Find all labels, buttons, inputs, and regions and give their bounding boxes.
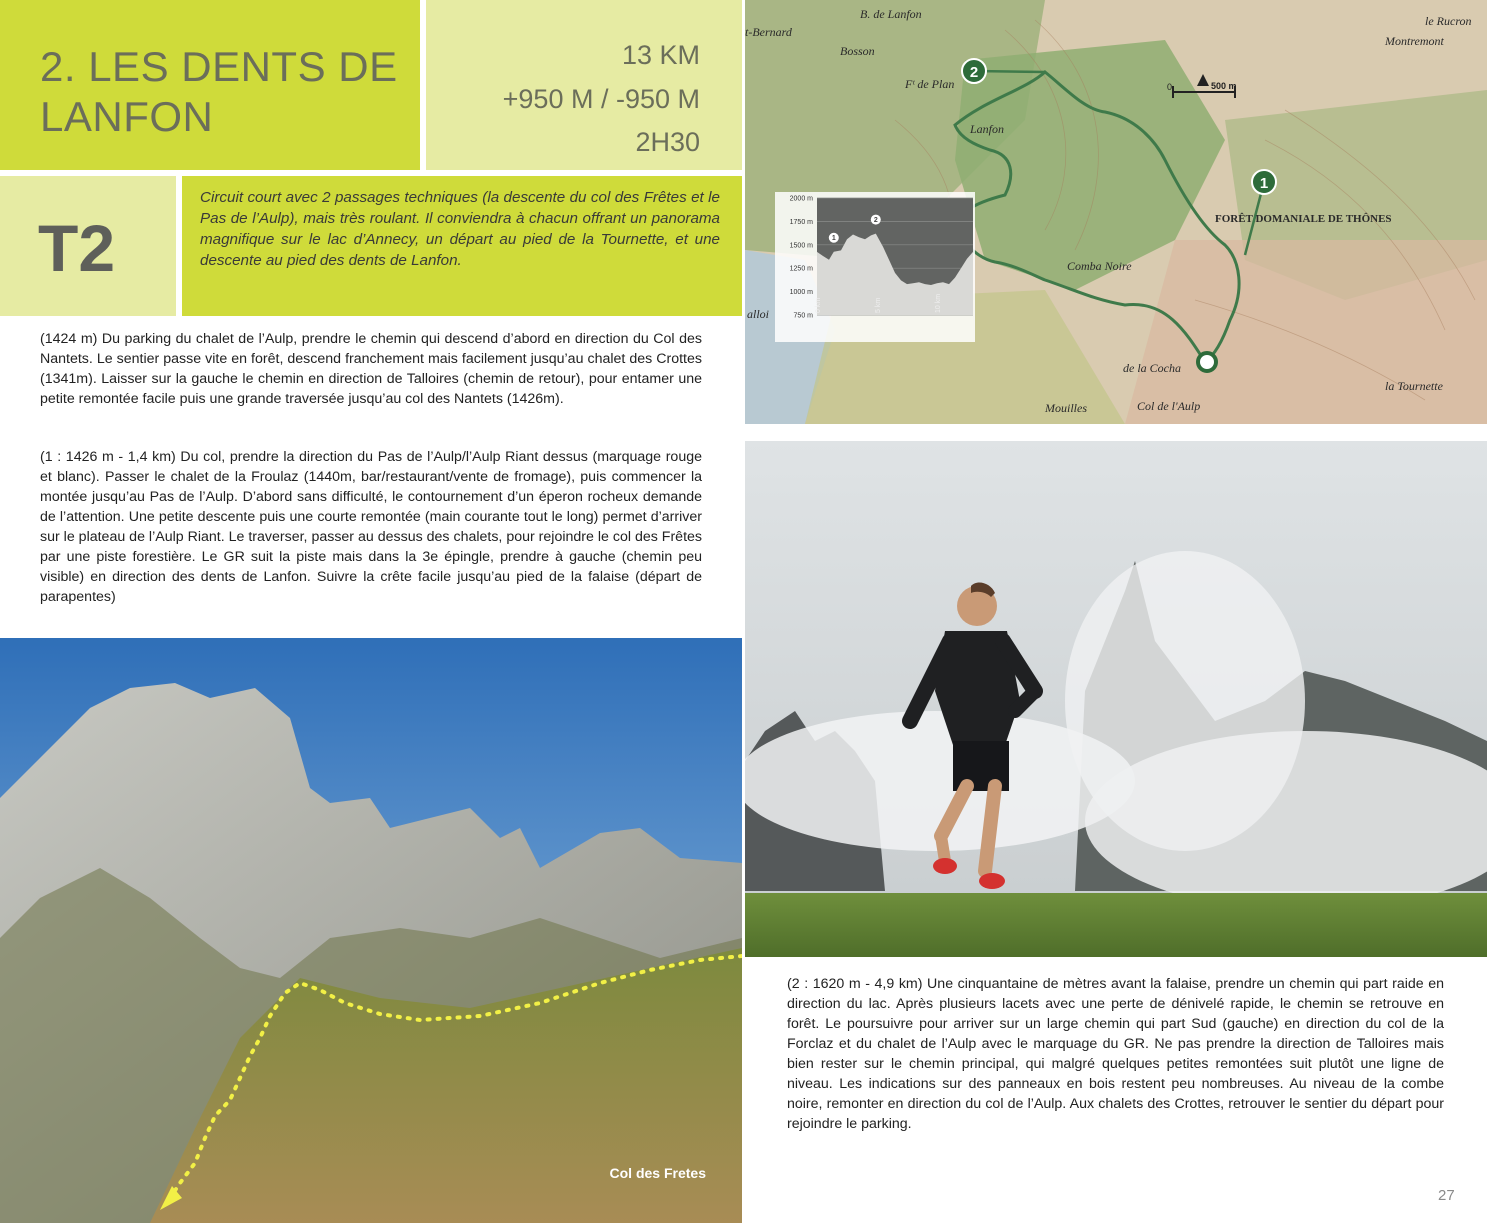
chart-xtick-label: 5 km [875,297,882,313]
route-duration: 2H30 [635,127,700,157]
chart-ytick-label: 1250 m [789,265,813,273]
chart-waypoint-label: 2 [873,217,878,225]
chart-ytick-label: 1000 m [789,289,813,297]
map-label: Bosson [840,44,875,58]
elevation-profile-chart [775,192,975,342]
topographic-map [745,0,1487,424]
map-label: le Rucron [1425,14,1472,28]
difficulty-grade-box [0,176,176,316]
mountain-photo-illustration [0,638,742,1223]
map-label: Lanfon [970,122,1005,136]
map-label: B. de Lanfon [860,7,922,21]
map-label: t-Bernard [745,25,792,39]
paragraph-waypoint-1: (1 : 1426 m - 1,4 km) Du col, prendre la direction du Pas de l’Aulp/l’Aulp Riant dessus (marquage rouge et blanc). Passer le chalet de la Froulaz (1440m, bar/restaurant/vente de fromage), puis commencer la montée jusqu’au Pas de l’Aulp. D’abord sans difficulté, le contournement d’un éperon rocheux demande de l’attention. Une petite descente puis une courte remontée (main courante tout le long) permet d’arriver sur le plateau de l’Aulp Riant. Le traverser, passer au dessus des chalets, pour rejoindre le col des Frêtes par une piste forestière. Le GR suit la piste mais dans la 3e épingle, prendre à gauche (chemin peu visible) en direction des dents de Lanfon. Suivre la crête facile jusqu’au pied de la falaise (départ de parapentes) [40,449,702,605]
map-label: Comba Noire [1067,259,1132,273]
chart-ytick-label: 2000 m [789,195,813,203]
map-label: la Tournette [1385,379,1443,393]
chart-xtick-label: 10 km [935,293,942,313]
route-name-line1: LES DENTS DE [88,43,398,90]
start-finish-marker [1198,353,1216,371]
waypoint-1-label: 1 [1259,175,1269,192]
route-title [40,42,398,142]
map-label: alloi [747,307,770,321]
paragraph-start: (1424 m) Du parking du chalet de l’Aulp, prendre le chemin qui descend d’abord en direction du Col des Nantets. Le sentier passe vite en forêt, descend franchement mais facilement jusqu’au chalet des Crottes (1341m). Laisser sur la gauche le chemin en direction de Talloires (chemin de retour), pour entamer une petite remontée facile puis une grande traversée jusqu’au col des Nantets (1426m). [40,331,702,407]
map-label: Montremont [1385,34,1444,48]
map-label: de la Cocha [1123,361,1181,375]
route-number: 2. [40,43,77,90]
map-label: FORÊT DOMANIALE DE THÔNES [1215,213,1392,225]
route-elevation: +950 M / -950 M [502,84,700,114]
difficulty-grade: T2 [38,211,116,285]
waypoint-2-label: 2 [969,64,979,81]
paragraph-waypoint-2: (2 : 1620 m - 4,9 km) Une cinquantaine de mètres avant la falaise, prendre un chemin qui part raide en direction du lac. Après plusieurs lacets avec une perte de dénivelé rapide, le chemin se retrouve en forêt. Le poursuivre pour arriver sur un large chemin qui part Sud (gauche) en direction du col de la Forclaz et du chalet de l’Aulp avec le marquage du GR. Ne pas prendre la direction de Talloires mais bien rester sur le chemin principal, qui malgré quelques petites remontées suit plutôt une ligne de niveau. Les indications sur des panneaux en bois restent peu nombreuses. Au niveau de la combe noire, remonter en direction du col de l’Aulp. Aux chalets des Crottes, retrouver le sentier du départ pour rejoindre le parking. [787,976,1444,1132]
map-label: Col de l'Aulp [1137,399,1201,413]
route-title-box [0,0,420,170]
chart-ytick-label: 1750 m [789,218,813,226]
photo-trail-runner [745,441,1487,957]
route-distance: 13 KM [621,40,700,70]
chart-ytick-label: 1500 m [789,242,813,250]
scale-label: 500 m [1211,81,1237,91]
scale-zero: 0 [1167,82,1173,92]
runner-photo-illustration [745,441,1487,957]
photo-col-des-fretes [0,638,742,1223]
map-label: Mouilles [1045,401,1087,415]
route-name-line2: LANFON [40,93,214,140]
route-stats-box [426,0,742,170]
chart-waypoint-label: 1 [831,235,836,243]
route-map [745,0,1487,424]
chart-ytick-label: 750 m [793,312,813,320]
map-label: Fᵗ de Plan [905,77,955,91]
page-number: 27 [1438,1187,1455,1204]
intro-box [182,176,742,316]
photo-caption: Col des Fretes [609,1165,706,1181]
intro-text: Circuit court avec 2 passages techniques (la descente du col des Frêtes et le Pas de l’Aulp), mais très roulant. Il conviendra à chacun offrant un panorama magnifique sur le lac d’Annecy, un départ au pied de la Tournette, et une descente au pied des dents de Lanfon. [200,189,720,269]
chart-xtick-label: 0 km [815,297,822,313]
